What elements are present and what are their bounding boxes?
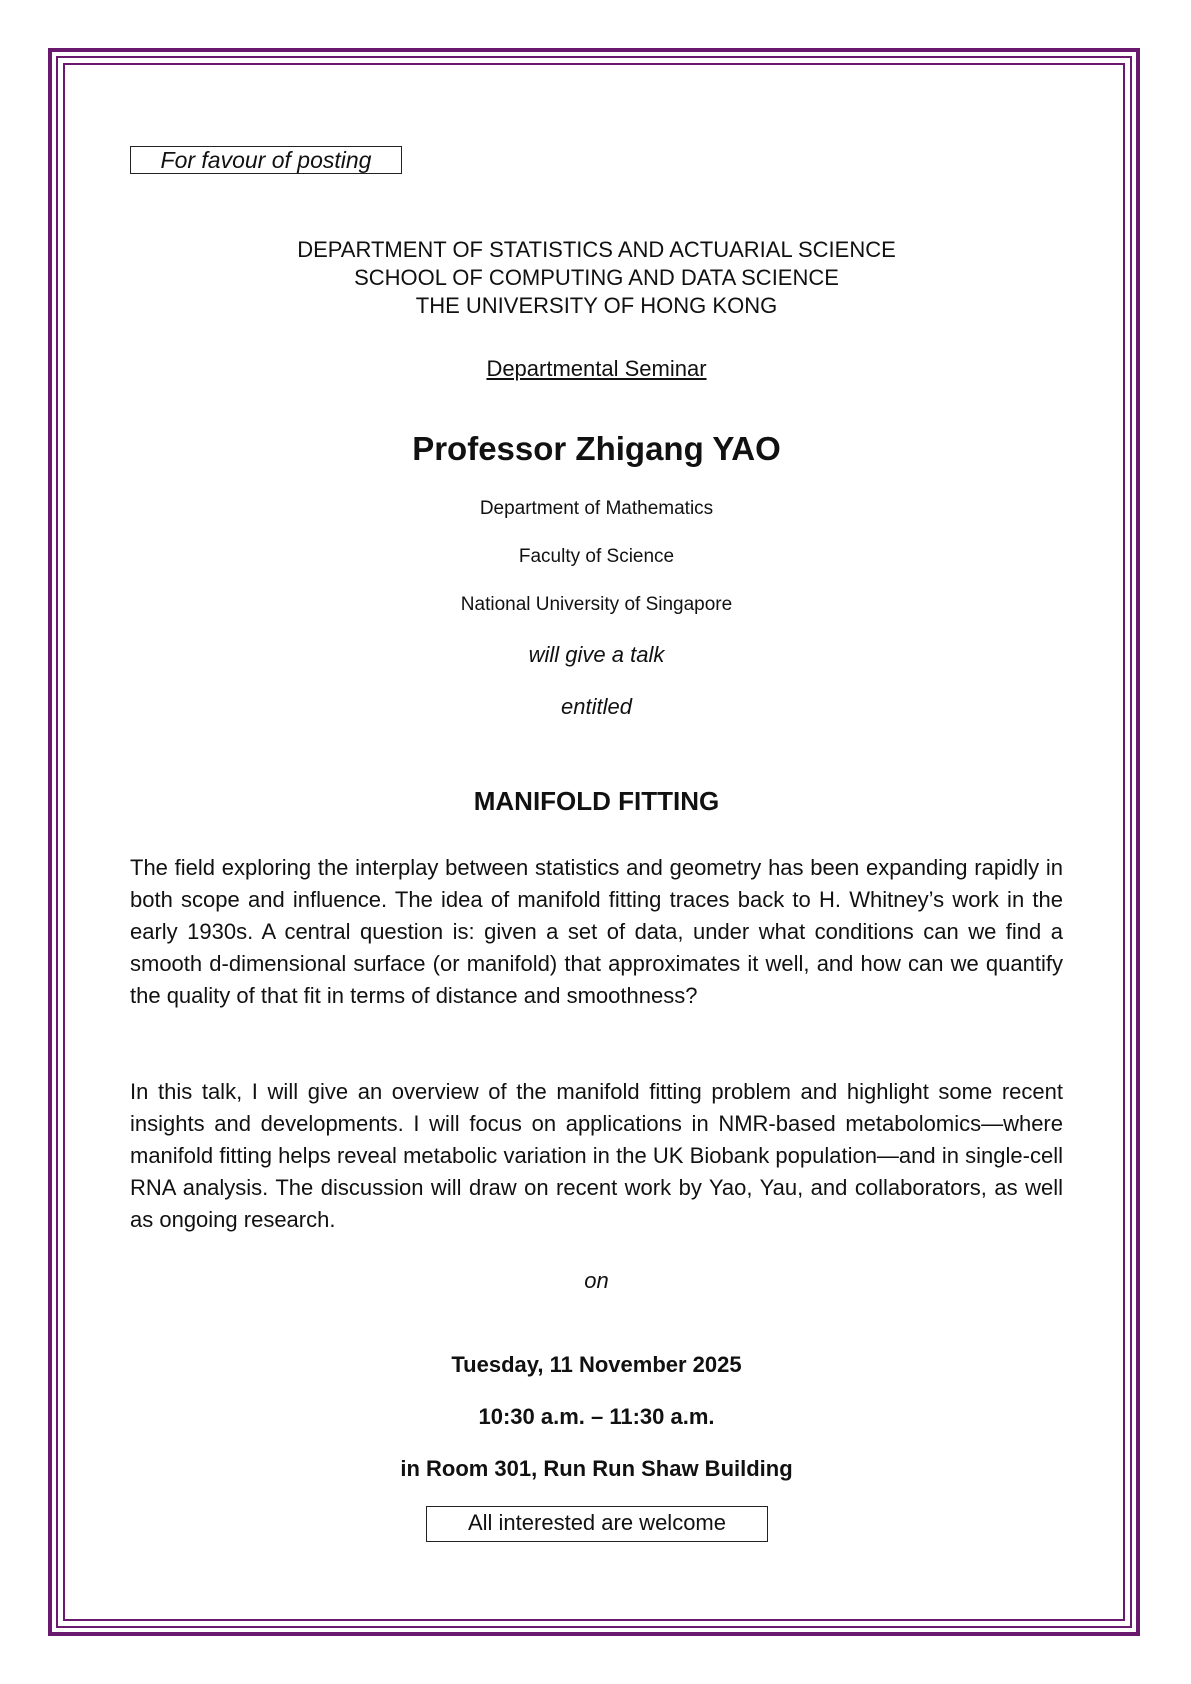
welcome-box: All interested are welcome (426, 1506, 768, 1542)
seminar-date: Tuesday, 11 November 2025 (451, 1352, 742, 1377)
posting-notice-box: For favour of posting (130, 146, 402, 174)
department-header (130, 236, 1063, 320)
abstract-paragraph-1: The field exploring the interplay between statistics and geometry has been expanding rapidly in both scope and influence. The idea of manifold fitting traces back to H. Whitney’s work in the early 1930s. A central question is: given a set of data, under what conditions can we find a smooth d-dimensional surface (or manifold) that approximates it well, and how can we quantify the quality of that fit in terms of distance and smoothness? (130, 855, 1063, 1008)
entitled-text: entitled (561, 694, 632, 719)
seminar-venue: in Room 301, Run Run Shaw Building (400, 1456, 793, 1481)
department-line: DEPARTMENT OF STATISTICS AND ACTUARIAL SCIENCE (297, 237, 896, 262)
seminar-time: 10:30 a.m. – 11:30 a.m. (478, 1404, 715, 1429)
speaker-university: National University of Singapore (460, 594, 733, 615)
speaker-name: Professor Zhigang YAO (412, 430, 781, 467)
university-line: THE UNIVERSITY OF HONG KONG (415, 293, 778, 318)
speaker-department: Department of Mathematics (479, 498, 714, 519)
on-text: on (584, 1268, 609, 1293)
abstract-paragraph-2: In this talk, I will give an overview of the manifold fitting problem and highlight some recent insights and developments. I will focus on applications in NMR-based metabolomics—where manifold fitting helps reveal metabolic variation in the UK Biobank population—and in single-cell RNA analysis. The discussion will draw on recent work by Yao, Yau, and collaborators, as well as ongoing research. (130, 1079, 1063, 1232)
seminar-type: Departmental Seminar (486, 356, 707, 381)
will-give-talk-text: will give a talk (528, 642, 665, 667)
talk-title: MANIFOLD FITTING (473, 786, 720, 816)
school-line: SCHOOL OF COMPUTING AND DATA SCIENCE (354, 265, 839, 290)
speaker-faculty: Faculty of Science (518, 546, 675, 567)
